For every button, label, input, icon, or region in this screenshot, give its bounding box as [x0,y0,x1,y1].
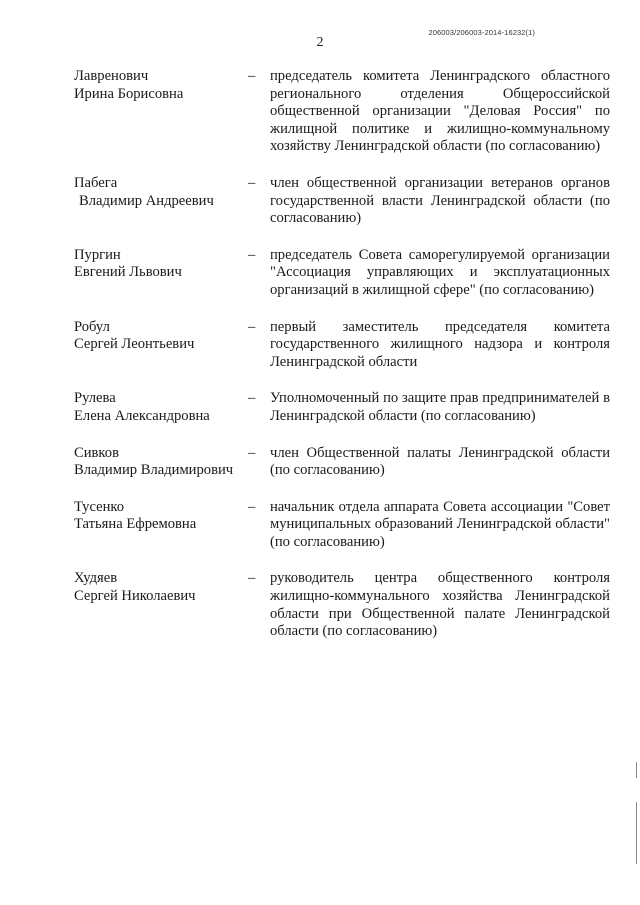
dash-separator: – [248,444,256,461]
position-description: начальник отдела аппарата Совета ассоциации "Совет муниципальных образований Ленинградской области" (по согласованию) [270,498,610,550]
person-name [74,247,248,282]
surname: Пургин [74,246,121,263]
list-item [74,570,610,640]
position-description: первый заместитель председателя комитета государственного жилищного надзора и контроля Ленинградской области [270,318,610,370]
list-item [74,247,610,300]
position-description: член общественной организации ветеранов органов государственной власти Ленинградской области (по согласованию) [270,174,610,227]
document-id: 206003/206003-2014-16232(1) [428,28,535,37]
list-item [74,68,610,156]
position-description: Уполномоченный по защите прав предпринимателей в Ленинградской области (по согласованию) [270,390,610,424]
dash-separator: – [248,174,256,191]
surname: Лавренович [74,68,149,84]
surname: Пабега [74,174,118,191]
dash-separator: – [248,68,256,84]
list-item [74,390,610,425]
page-number: 2 [316,35,324,50]
person-name [74,570,248,605]
position-description: председатель комитета Ленинградского областного регионального отделения Общероссийской общественной организации "Деловая Россия" по жилищной политике и жилищно-коммунальному хозяйству Ленинградской области (по согласованию) [270,68,610,155]
list-item [74,445,610,480]
member-list [74,68,610,660]
list-item [74,499,610,552]
given-names: Сергей Николаевич [74,588,196,605]
surname: Робул [74,318,110,335]
person-name [74,68,248,103]
given-names: Евгений Львович [74,264,182,281]
dash-separator: – [248,390,256,407]
surname: Рулева [74,390,116,407]
dash-separator: – [248,498,256,515]
person-name [74,445,248,480]
dash-separator: – [248,318,256,335]
position-description: член Общественной палаты Ленинградской области (по согласованию) [270,444,610,479]
position-description: руководитель центра общественного контроля жилищно-коммунального хозяйства Ленинградской области при Общественной палате Ленинградской области (по согласованию) [270,570,610,640]
surname: Тусенко [74,498,125,515]
given-names: Сергей Леонтьевич [74,336,195,353]
scan-edge-mark [636,802,637,864]
given-names: Татьяна Ефремовна [74,516,197,533]
surname: Худяев [74,570,118,587]
person-name [74,390,248,425]
given-names: Владимир Владимирович [74,462,234,479]
position-description: председатель Совета саморегулируемой организации "Ассоциация управляющих и эксплуатационных организаций в жилищной сфере" (по согласованию) [270,246,610,298]
given-names: Елена Александровна [74,407,210,424]
person-name [74,499,248,534]
surname: Сивков [74,444,119,461]
person-name [74,175,248,210]
dash-separator: – [248,246,256,263]
scan-edge-mark [636,762,637,778]
dash-separator: – [248,570,256,587]
list-item [74,319,610,372]
given-names: Владимир Андреевич [79,192,214,209]
person-name [74,319,248,354]
list-item [74,175,610,228]
given-names: Ирина Борисовна [74,85,184,102]
